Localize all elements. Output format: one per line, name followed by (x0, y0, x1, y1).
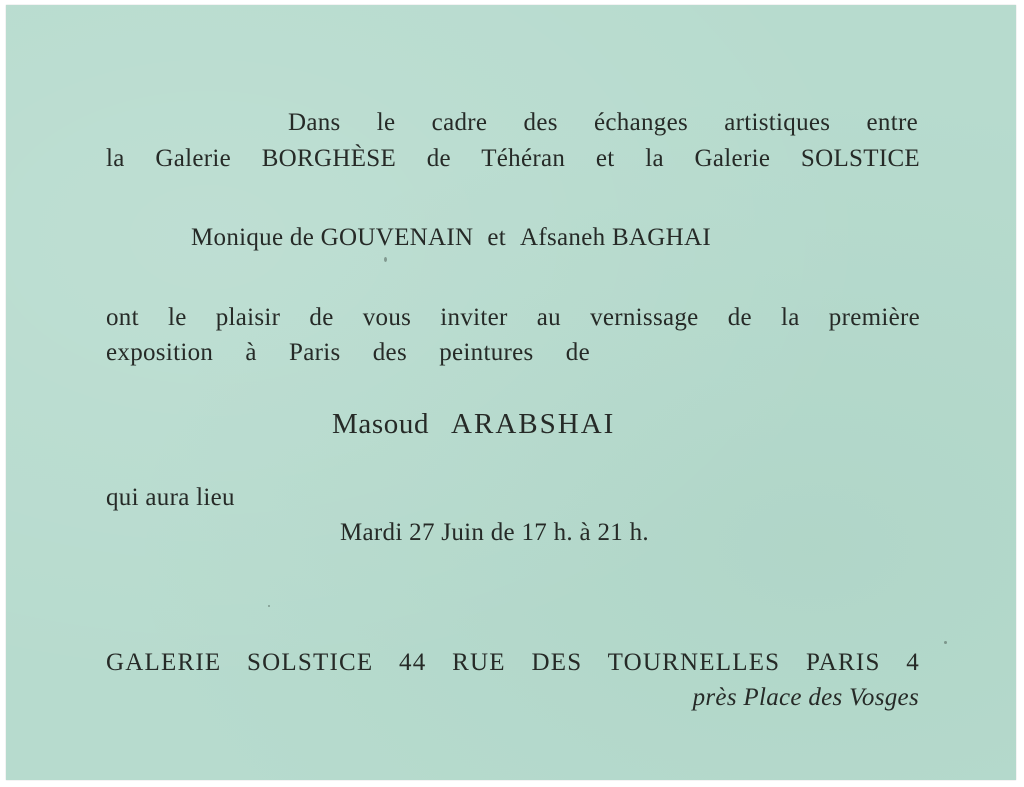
paper-speck (384, 257, 387, 262)
host-conjunction: et (487, 224, 506, 251)
paper-speck (268, 605, 270, 607)
date-line: Mardi 27 Juin de 17 h. à 21 h. (340, 519, 649, 546)
artist-last-name: ARABSHAI (451, 408, 616, 440)
artist-name (332, 408, 615, 441)
near-landmark: près Place des Vosges (692, 684, 919, 711)
paper-speck (944, 641, 947, 644)
invite-line-1: ont le plaisir de vous inviter au vernissage de la première (106, 304, 920, 331)
invitation-card (6, 5, 1016, 780)
invite-line-2: exposition à Paris des peintures de (106, 339, 590, 366)
artist-first-name: Masoud (332, 408, 430, 440)
hosts-line (191, 224, 711, 252)
intro-line-1: Dans le cadre des échanges artistiques entre (288, 109, 918, 136)
host-1: Monique de GOUVENAIN (191, 224, 474, 251)
host-2: Afsaneh BAGHAI (520, 224, 711, 251)
lieu-line: qui aura lieu (106, 484, 235, 511)
intro-line-2: la Galerie BORGHÈSE de Téhéran et la Galerie SOLSTICE (106, 145, 920, 172)
gallery-address: GALERIE SOLSTICE 44 RUE DES TOURNELLES PARIS 4 (106, 649, 920, 676)
